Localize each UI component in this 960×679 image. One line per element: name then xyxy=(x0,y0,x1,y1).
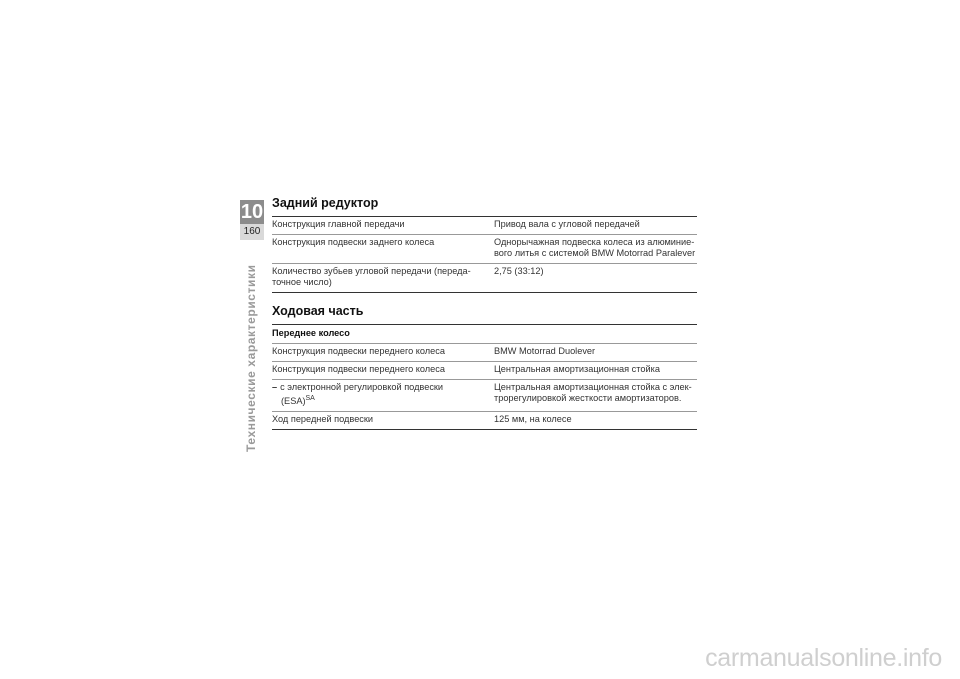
table-subheader-row xyxy=(272,325,697,344)
esa-label: (ESA) xyxy=(281,396,306,407)
spec-value: 2,75 (33:12) xyxy=(494,264,697,293)
spec-label: Конструкция подвески переднего колеса xyxy=(272,362,494,380)
spec-label: Конструкция подвески переднего колеса xyxy=(272,344,494,362)
spec-value: Центральная амортизационная стойка с элек-трорегулировкой жесткости амортизаторов. xyxy=(494,380,697,412)
table-row xyxy=(272,344,697,362)
spec-value: Привод вала с угловой передачей xyxy=(494,217,697,235)
table-row xyxy=(272,412,697,430)
page-number: 160 xyxy=(243,226,261,237)
section-title-rear-drive: Задний редуктор xyxy=(272,196,379,210)
table-row xyxy=(272,380,697,412)
spec-value: Центральная амортизационная стойка xyxy=(494,362,697,380)
spec-value: BMW Motorrad Duolever xyxy=(494,344,697,362)
spec-label-continuation xyxy=(272,393,488,407)
spec-label-text: с электронной регулировкой подвески xyxy=(280,382,444,392)
watermark: carmanualsonline.info xyxy=(705,644,942,672)
special-equipment-mark: SA xyxy=(305,395,315,402)
spec-label: Ход передней подвески xyxy=(272,412,494,430)
subsection-title-front-wheel: Переднее колесо xyxy=(272,325,697,344)
table-row xyxy=(272,264,697,293)
page-content xyxy=(272,195,697,430)
spec-label: Конструкция главной передачи xyxy=(272,217,494,235)
table-row xyxy=(272,217,697,235)
table-row xyxy=(272,235,697,264)
spec-label-esa xyxy=(272,380,494,412)
spec-value: Однорычажная подвеска колеса из алюминие-вого литья с системой BMW Motorrad Paralever xyxy=(494,235,697,264)
dash-marker: – xyxy=(272,382,278,392)
rear-drive-table xyxy=(272,216,697,293)
spec-label: Конструкция подвески заднего колеса xyxy=(272,235,494,264)
section-title-chassis: Ходовая часть xyxy=(272,304,364,318)
table-row xyxy=(272,362,697,380)
chapter-number: 10 xyxy=(240,201,264,223)
chapter-tab xyxy=(240,200,264,240)
chapter-side-title: Технические характеристики xyxy=(244,264,258,452)
spec-value: 125 мм, на колесе xyxy=(494,412,697,430)
spec-label: Количество зубьев угловой передачи (переда-точное число) xyxy=(272,264,494,293)
chassis-table xyxy=(272,324,697,430)
